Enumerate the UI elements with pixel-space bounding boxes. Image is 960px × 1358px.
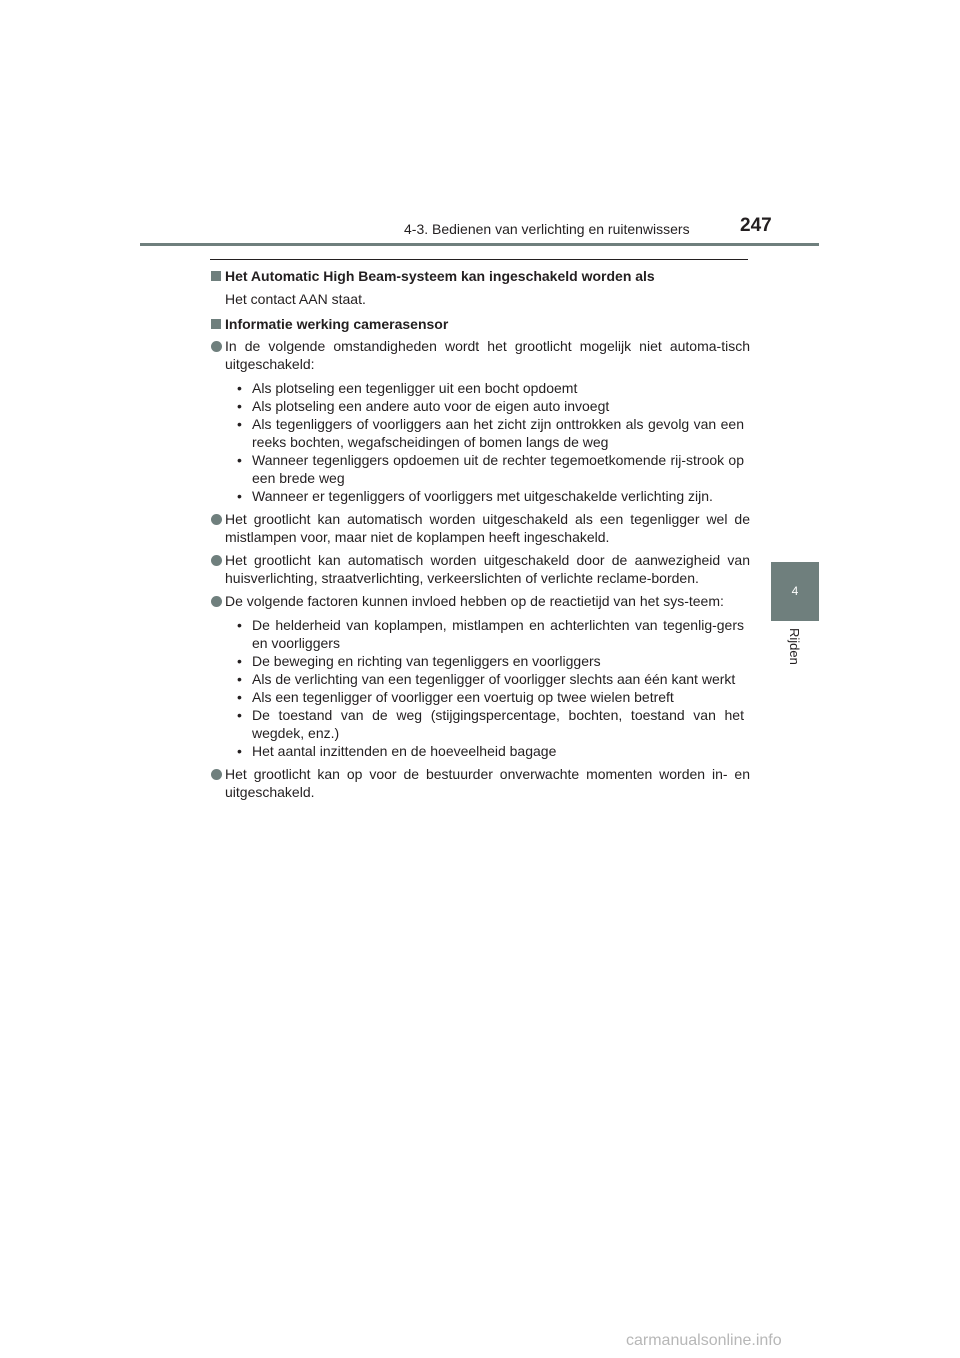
bullet-text: Het grootlicht kan automatisch worden uitgeschakeld door de aanwezigheid van huisverlichting, straatverlichting, verkeerslichten of verlichte reclame-borden. [225,552,750,586]
middle-dot-icon: • [237,743,242,759]
bullet-item [210,510,750,546]
sub-list-item: • Het aantal inzittenden en de hoeveelheid bagage [237,743,557,759]
middle-dot-icon: • [237,416,242,432]
content-top-rule [210,259,748,260]
sub-list-item: • De toestand van de weg (stijgingspercentage, bochten, toestand van het wegdek, enz.) [237,707,744,741]
sub-list-item: • Als plotseling een tegenligger uit een bocht opdoemt [237,380,578,396]
bullet-text: Het grootlicht kan op voor de bestuurder onverwachte momenten worden in- en uitgeschakeld. [225,766,750,800]
circle-bullet-icon [211,514,222,525]
section-title [210,267,750,285]
sub-list-item: • Als de verlichting van een tegenligger of voorligger slechts aan één kant werkt [237,671,736,687]
section-title-text: Het Automatic High Beam-systeem kan ingeschakeld worden als [225,268,655,284]
page-number: 247 [740,215,772,236]
bullet-text: De volgende factoren kunnen invloed hebben op de reactietijd van het sys-teem: [225,593,724,609]
page-content [210,267,750,801]
middle-dot-icon: • [237,452,242,468]
circle-bullet-icon [211,555,222,566]
sub-list [225,616,750,760]
chapter-header-title: 4-3. Bedienen van verlichting en ruitenwissers [404,221,690,237]
bullet-item [210,337,750,505]
section-automatic-high-beam [210,267,750,308]
section-camera-sensor [210,315,750,801]
middle-dot-icon: • [237,617,242,633]
bullet-item [210,765,750,801]
circle-bullet-icon [211,769,222,780]
middle-dot-icon: • [237,488,242,504]
sub-list-item: • De beweging en richting van tegenliggers en voorliggers [237,653,601,669]
bullet-text: In de volgende omstandigheden wordt het grootlicht mogelijk niet automa-tisch uitgeschakeld: [225,338,750,372]
square-bullet-icon [211,319,221,329]
header-rule [140,243,819,246]
sub-list [225,379,750,505]
middle-dot-icon: • [237,653,242,669]
middle-dot-icon: • [237,398,242,414]
section-body: Het contact AAN staat. [225,291,366,307]
sub-list-item: • Als een tegenligger of voorligger een voertuig op twee wielen betreft [237,689,674,705]
sub-list-item: • Wanneer er tegenliggers of voorliggers met uitgeschakelde verlichting zijn. [237,488,713,504]
middle-dot-icon: • [237,380,242,396]
middle-dot-icon: • [237,707,242,723]
sub-list-item: • Als tegenliggers of voorliggers aan het zicht zijn onttrokken als gevolg van een reeks bochten, wegafscheidingen of bomen langs de weg [237,416,744,450]
sub-list-item: • Als plotseling een andere auto voor de eigen auto invoegt [237,398,610,414]
section-title [210,315,750,333]
chapter-tab-label: Rijden [787,628,802,665]
bullet-text: Het grootlicht kan automatisch worden uitgeschakeld als een tegenligger wel de mistlampen voor, maar niet de koplampen heeft ingeschakeld. [225,511,750,545]
chapter-tab: 4 [771,562,819,621]
section-title-text: Informatie werking camerasensor [225,316,449,332]
circle-bullet-icon [211,341,222,352]
square-bullet-icon [211,271,221,281]
sub-list-item: • De helderheid van koplampen, mistlampen en achterlichten van tegenlig-gers en voorliggers [237,617,744,651]
bullet-item [210,551,750,587]
middle-dot-icon: • [237,671,242,687]
circle-bullet-icon [211,596,222,607]
bullet-item [210,592,750,760]
watermark-text: carmanualsonline.info [626,1332,782,1349]
sub-list-item: • Wanneer tegenliggers opdoemen uit de rechter tegemoetkomende rij-strook op een brede weg [237,452,744,486]
middle-dot-icon: • [237,689,242,705]
